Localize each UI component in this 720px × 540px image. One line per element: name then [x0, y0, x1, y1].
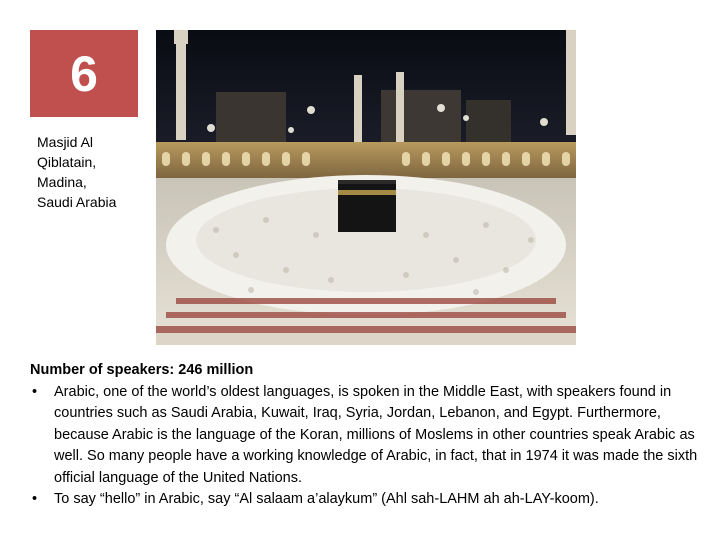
- caption-line: Saudi Arabia: [37, 194, 117, 210]
- body-text: [30, 360, 698, 511]
- speakers-heading: Number of speakers: 246 million: [30, 362, 254, 378]
- bullet-icon: •: [32, 491, 38, 507]
- caption-line: Qiblatain,: [37, 154, 97, 170]
- slide-number-badge: [30, 30, 138, 117]
- bullet-icon: •: [32, 383, 38, 400]
- caption-line: Madina,: [37, 174, 87, 190]
- bullet-text: Arabic, one of the world’s oldest languages, is spoken in the Middle East, with speakers found in countries such as Saudi Arabia, Kuwait, Iraq, Syria, Jordan, Lebanon, and Egypt. Furthermore, because Arabic is the language of the Koran, millions of Moslems in other countries speak Arabic as well. So many people have a working knowledge of Arabic, in fact, that in 1974 it was made the sixth official language of the United Nations.: [54, 383, 698, 486]
- slide-number: 6: [70, 45, 98, 102]
- list-item: [30, 382, 698, 490]
- bullet-text: To say “hello” in Arabic, say “Al salaam a’alaykum” (Ahl sah-LAHM ah ah-LAY-koom).: [54, 491, 599, 507]
- bullet-list: [30, 382, 698, 511]
- mosque-photo: [156, 30, 576, 345]
- caption-line: Masjid Al: [37, 134, 94, 150]
- list-item: [30, 489, 698, 511]
- photo-caption: [37, 132, 149, 212]
